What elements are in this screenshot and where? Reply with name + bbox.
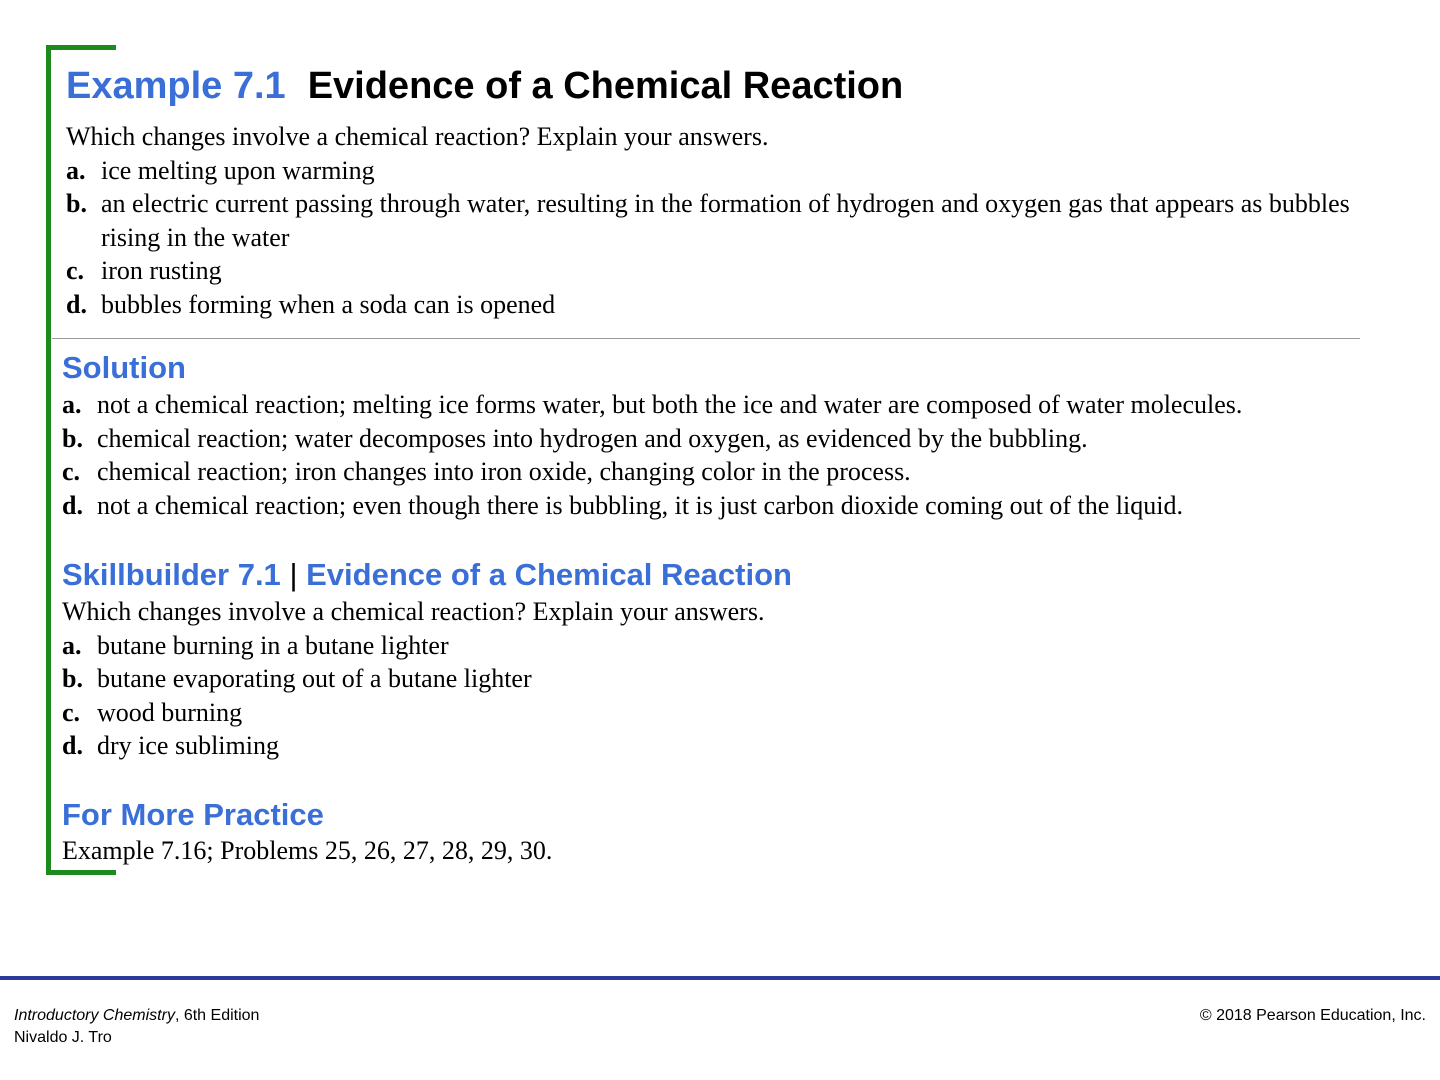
item-text: not a chemical reaction; even though there is bubbling, it is just carbon dioxide coming out of the liquid. — [97, 490, 1183, 520]
heading-separator: | — [289, 557, 298, 592]
item-text: butane evaporating out of a butane lighter — [97, 664, 532, 694]
list-item — [66, 254, 1366, 288]
item-letter: b. — [66, 189, 87, 219]
book-title: Introductory Chemistry — [14, 1007, 175, 1024]
book-edition: , 6th Edition — [174, 1007, 260, 1024]
list-item — [66, 187, 1366, 254]
more-practice-heading: For More Practice — [62, 797, 324, 832]
item-text: ice melting upon warming — [101, 155, 375, 185]
solution-heading: Solution — [62, 350, 186, 385]
list-item — [62, 455, 1402, 489]
item-text: dry ice subliming — [97, 731, 279, 761]
item-letter: c. — [62, 697, 81, 727]
skillbuilder-question: Which changes involve a chemical reaction? Explain your answers. — [62, 597, 765, 626]
footer-citation — [14, 1005, 259, 1049]
list-item — [62, 629, 1362, 663]
item-text: wood burning — [97, 697, 243, 727]
item-text: butane burning in a butane lighter — [97, 630, 449, 660]
skillbuilder-heading — [62, 556, 792, 594]
footer-copyright: © 2018 Pearson Education, Inc. — [1199, 1007, 1426, 1024]
list-item — [62, 388, 1402, 422]
item-letter: c. — [66, 256, 85, 286]
list-item — [66, 288, 1366, 322]
item-letter: a. — [62, 630, 82, 660]
book-author: Nivaldo J. Tro — [14, 1029, 112, 1046]
example-question: Which changes involve a chemical reaction? Explain your answers. — [66, 122, 769, 151]
item-letter: d. — [66, 289, 87, 319]
list-item — [62, 422, 1402, 456]
solution-list — [62, 388, 1402, 522]
item-text: iron rusting — [101, 256, 222, 286]
list-item — [62, 662, 1362, 696]
list-item — [66, 154, 1366, 188]
item-text: chemical reaction; iron changes into iron oxide, changing color in the process. — [97, 457, 911, 487]
section-divider — [52, 338, 1360, 339]
item-letter: a. — [66, 155, 86, 185]
list-item — [62, 729, 1362, 763]
item-letter: b. — [62, 423, 83, 453]
list-item — [62, 696, 1362, 730]
item-letter: d. — [62, 490, 83, 520]
list-item — [62, 489, 1402, 523]
footer-divider — [0, 976, 1440, 980]
example-problem — [66, 120, 1366, 322]
example-title-text: Evidence of a Chemical Reaction — [307, 65, 904, 107]
item-letter: d. — [62, 731, 83, 761]
item-text: an electric current passing through water, resulting in the formation of hydrogen and oxygen gas that appears as bubbles rising in the water — [101, 189, 1350, 252]
item-letter: c. — [62, 457, 81, 487]
item-text: bubbles forming when a soda can is opened — [101, 289, 556, 319]
item-text: not a chemical reaction; melting ice forms water, but both the ice and water are composed of water molecules. — [97, 390, 1243, 419]
item-letter: a. — [62, 390, 82, 419]
example-title — [66, 62, 903, 110]
skillbuilder-problem — [62, 595, 1362, 763]
example-number: Example 7.1 — [66, 65, 286, 107]
skillbuilder-title: Evidence of a Chemical Reaction — [306, 557, 792, 592]
more-practice-text: Example 7.16; Problems 25, 26, 27, 28, 29, 30. — [62, 836, 553, 865]
item-letter: b. — [62, 664, 83, 694]
skillbuilder-number: Skillbuilder 7.1 — [62, 557, 281, 592]
item-text: chemical reaction; water decomposes into hydrogen and oxygen, as evidenced by the bubbling. — [97, 423, 1088, 453]
